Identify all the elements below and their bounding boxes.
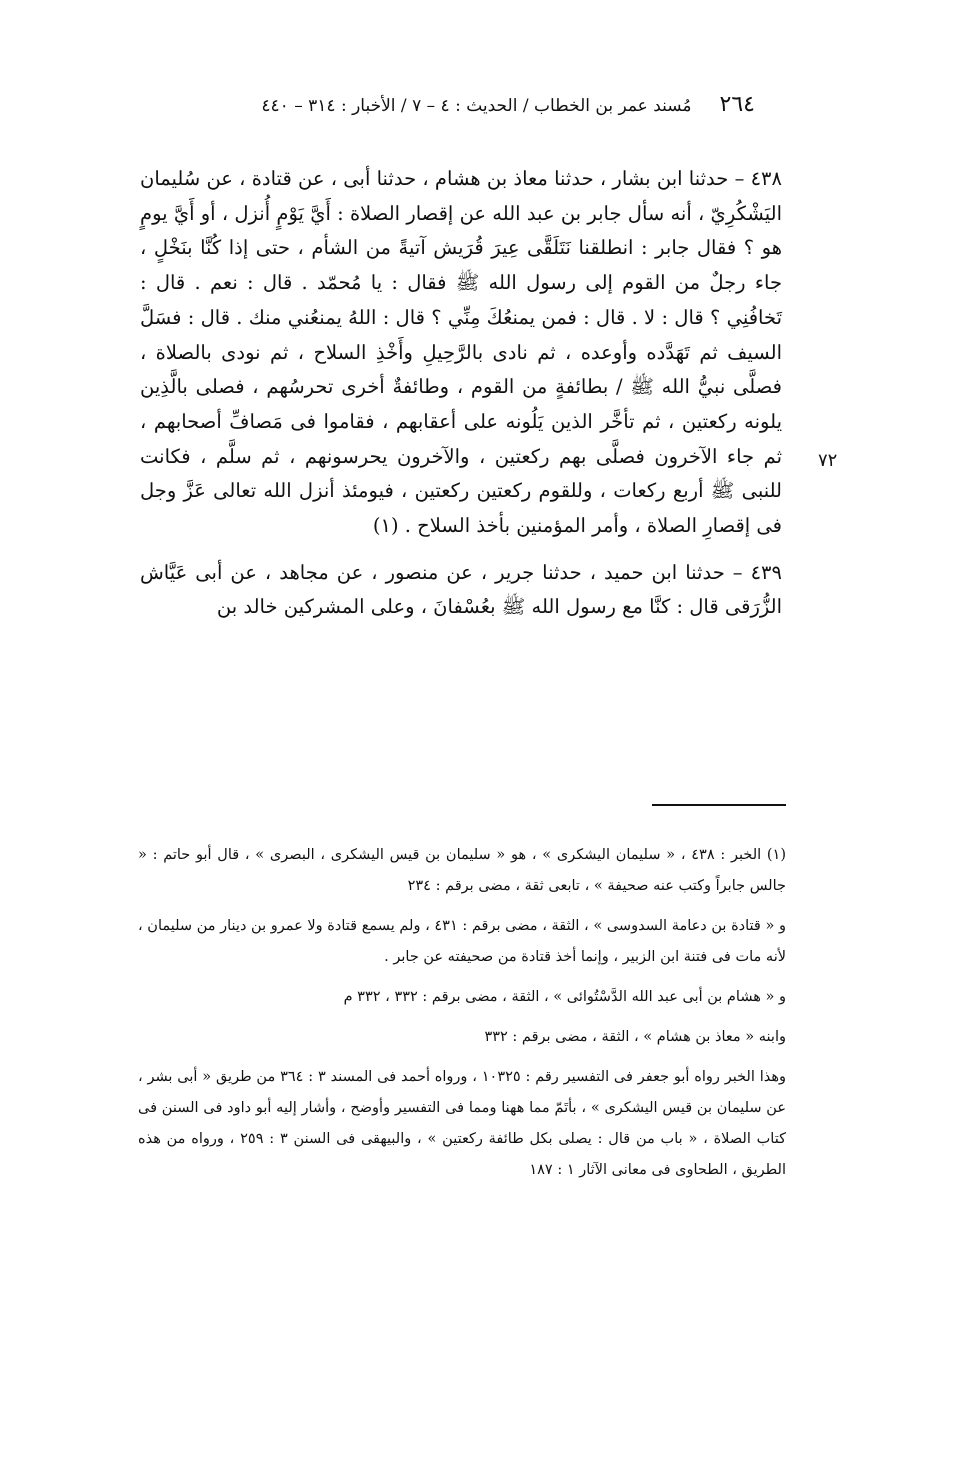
hadith-text-438: ٤٣٨ – حدثنا ابن بشار ، حدثنا معاذ بن هشام ، حدثنا أبى ، عن قتادة ، عن سُليمان اليَشْكُرِيّ ، أنه سأل جابر بن عبد الله عن إقصار الصلاة : أَيَّ يَوْمٍ أُنزل ، أو أَيَّ يومٍ هو ؟ فقال جابر : انطلقنا نَتَلَقَّى عِيرَ قُرَيش آتيةً من الشأم ، حتى إذا كُنَّا بنَخْلٍ ، جاء رجلٌ من القوم إلى رسول الله ﷺ فقال : يا مُحمّد . قال : نعم . قال : تَخافُنِي ؟ قال : لا . قال : فمن يمنعُكَ مِنِّي ؟ قال : اللهُ يمنعُني منك . قال : فسَلَّ السيف ثم تَهَدَّده وأوعده ، ثم نادى بالرَّحِيلِ وأَخْذِ السلاح ، ثم نودى بالصلاة ، فصلَّى نبيُّ الله ﷺ / بطائفةٍ من القوم ، وطائفةٌ أخرى تحرسُهم ، فصلى بالَّذِين يلونه ركعتين ، ثم تأخَّر الذين يَلُونه على أعقابهم ، فقاموا فى مَصافِّ أصحابهم ، ثم جاء الآخرون فصلَّى بهم ركعتين ، والآخرون يحرسونهم ، ثم سلَّم ، فكانت للنبى ﷺ أربع ركعات ، وللقوم ركعتين ركعتين ، فيومئذ أنزل الله تعالى عَزَّ وجل فى إقصارِ الصلاة ، وأمر المؤمنين بأخذ السلاح .	[140, 167, 782, 538]
footnote-separator	[652, 804, 786, 806]
hadith-paragraph-439: ٤٣٩ – حدثنا ابن حميد ، حدثنا جرير ، عن منصور ، عن مجاهد ، عن أبى عَيَّاش الزُّرَقى قال : كنَّا مع رسول الله ﷺ بعُسْفانَ ، وعلى المشركين خالد بن	[140, 560, 782, 619]
page-number: ٢٦٤	[719, 92, 755, 117]
running-header	[215, 92, 755, 117]
footnote-1: (١) الخبر : ٤٣٨ ، « سليمان اليشكرى » ، هو « سليمان بن قيس اليشكرى ، البصرى » ، قال أبو حاتم : « جالس جابراً وكتب عنه صحيفة » ، تابعى ثقة ، مضى برقم : ٢٣٤	[138, 847, 786, 894]
footnote-2: و « قتادة بن دعامة السدوسى » ، الثقة ، مضى برقم : ٤٣١ ، ولم يسمع قتادة ولا عمرو بن دينار من سليمان ، لأنه مات فى فتنة ابن الزبير ، وإنما أخذ قتادة من صحيفته عن جابر .	[138, 918, 786, 965]
hadith-paragraph-438	[140, 162, 782, 544]
footnotes	[138, 840, 786, 1186]
header-title: مُسند عمر بن الخطاب / الحديث : ٤ – ٧ / الأخبار : ٣١٤ – ٤٤٠	[261, 96, 692, 116]
footnote-5: وهذا الخبر رواه أبو جعفر فى التفسير رقم : ١٠٣٢٥ ، ورواه أحمد فى المسند ٣ : ٣٦٤ من طريق « أبى بشر ، عن سليمان بن قيس اليشكرى » ، بأتَمّ مما ههنا ومما فى التفسير وأوضح ، وأشار إليه أبو داود فى السنن فى كتاب الصلاة ، « باب من قال : يصلى بكل طائفة ركعتين » ، والبيهقى فى السنن ٣ : ٢٥٩ ، ورواه من هذه الطريق ، الطحاوى فى معانى الآثار ١ : ١٨٧	[138, 1069, 786, 1178]
footnote-3: و « هشام بن أبى عبد الله الدَّسْتُوائى » ، الثقة ، مضى برقم : ٣٣٢ ، ٣٣٢ م	[343, 989, 786, 1005]
main-text	[140, 162, 782, 625]
footnote-reference: (١)	[372, 514, 399, 538]
footnote-4: وابنه « معاذ بن هشام » ، الثقة ، مضى برقم : ٣٣٢	[484, 1029, 786, 1045]
margin-volume-marker: ٧٢	[818, 450, 838, 471]
